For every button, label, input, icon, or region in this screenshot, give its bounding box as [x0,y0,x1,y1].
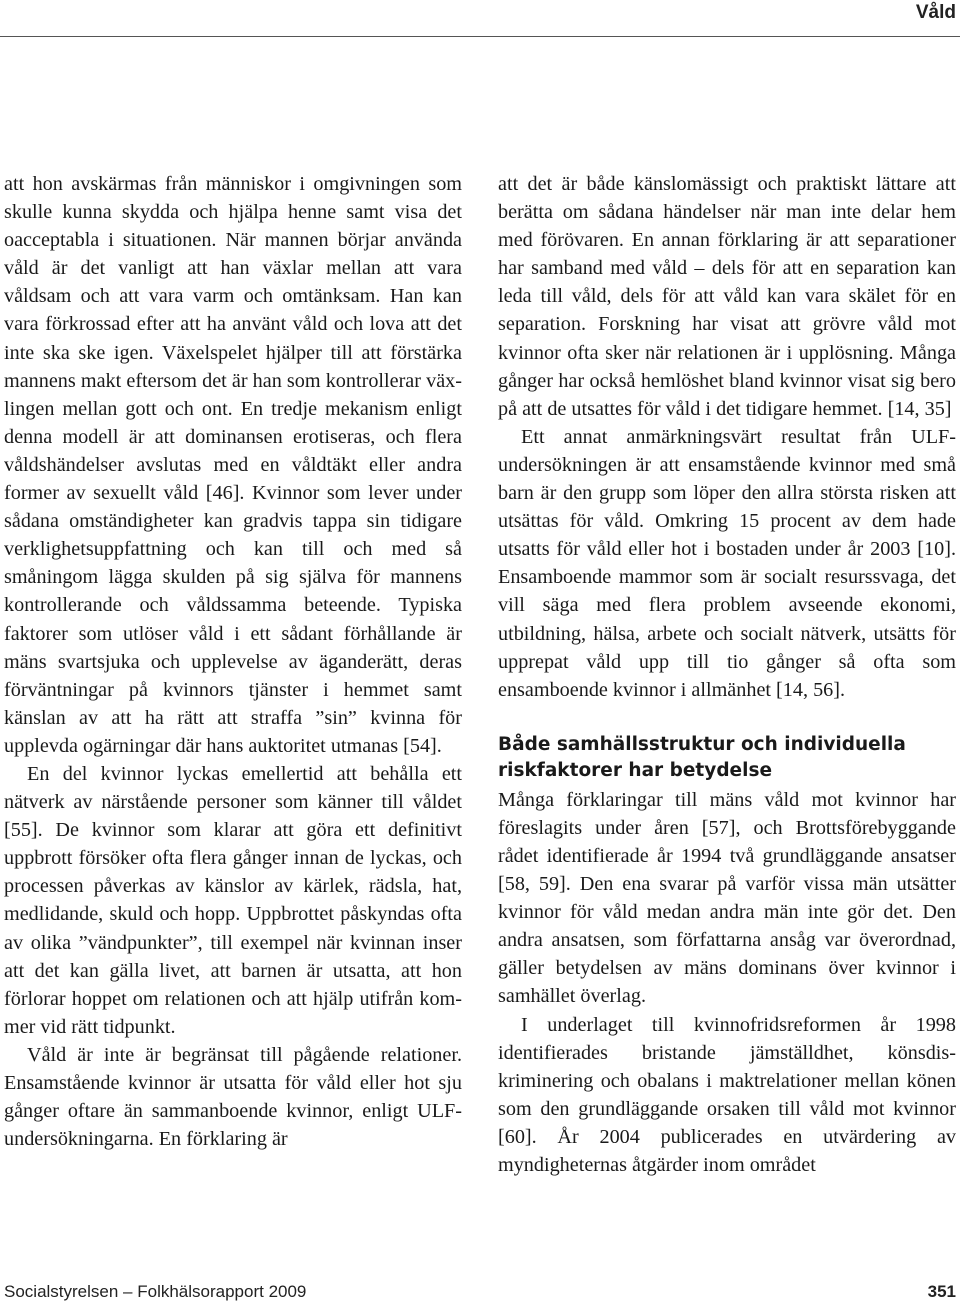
section-label: Våld [915,2,956,23]
section-heading: Både samhällsstruktur och individuella riskfaktorer har betydelse [498,733,906,781]
right-paragraph-4: I underlaget till kvinnofridsreformen år 1998 identifierades bristande jämställdhet, könsdiskriminering och obalans i maktrelationer mellan könen som den grundläggande orsaken till våld mot kvinnor [60]. År 2004 publicerades en utvärdering av myndigheternas åtgärder inom området [498,1013,956,1176]
page-number: 351 [927,1282,956,1301]
right-paragraph-3: Många förklaringar till mäns våld mot kvinnor har föreslagits under åren [57], och Brottsförebyggande rådet identifierade år 1994 två grundläggande ansatser [58, 59]. Den ena svarar på varför vissa män utsätter kvinnor för våld medan andra män inte gör det. Den andra ansatsen, som författarna ansåg var överordnad, gäller betydelsen av mäns dominans över kvinnor i samhället överlag. [498,788,956,1008]
right-column [498,170,956,1179]
right-paragraph-1: att det är både känslomässigt och praktiskt lättare att berätta om sådana händelser när man inte delar hem med förövaren. En annan förklaring är att separationer har samband med våld – dels för att en separation kan leda till våld, dels för att våld kan vara skälet för en separation. Forskning har visat att grövre våld mot kvinnor ofta sker när relationen är i upplösning. Många gånger har också hemlöshet bland kvinnor visat sig bero på att de utsattes för våld i det tidigare hemmet. [14, 35] [498,173,956,420]
header-rule [0,36,960,37]
left-column [4,170,462,1153]
publication-name: Socialstyrelsen – Folkhälsorapport 2009 [4,1282,307,1301]
left-paragraph-2: En del kvinnor lyckas emellertid att behålla ett nätverk av närstående personer som känner till våldet [55]. De kvinnor som klarar att göra ett definitivt uppbrott försöker ofta flera gånger innan de lyckas, och processen påverkas av känslor av kärlek, rädsla, hat, medlidande, skuld och hopp. Uppbrottet påskyndas ofta av olika ”vändpunkter”, till exempel när kvinnan inser att det kan gälla livet, att barnen är utsatta, att hon förlorar hoppet om relationen och att hjälp utifrån kommer vid rätt tidpunkt. [4,762,462,1038]
left-paragraph-3: Våld är inte är begränsat till pågående relationer. Ensamstående kvinnor är utsatta för våld eller hot sju gånger oftare än sammanboende kvinnor, enligt ULF-undersökningarna. En förklaring är [4,1043,462,1151]
right-paragraph-2: Ett annat anmärkningsvärt resultat från ULF-undersökningen är att ensamstående kvinnor med små barn är den grupp som löper den allra största risken att utsättas för våld. Omkring 15 procent av dem hade utsatts för våld eller hot i bostaden under år 2003 [10]. Ensamboende mammor som är socialt resurssvaga, det vill säga med flera problem avseende ekonomi, utbildning, hälsa, arbete och socialt nätverk, utsätts för upprepat våld upp till tio gånger så ofta som ensamboende kvinnor i allmänhet [14, 56]. [498,425,956,701]
left-paragraph-1: att hon avskärmas från människor i omgivningen som skulle kunna skydda och hjälpa henne samt visa det oacceptabla i situationen. När mannen börjar använda våld är det vanligt att han växlar mellan att vara våldsam och att vara varm och omtänksam. Han kan vara förkrossad efter att ha använt våld och lova att det inte ska ske igen. Växelspelet hjälper till att förstärka mannens makt eftersom det är han som kontrollerar växlingen mellan gott och ont. En tredje mekanism enligt denna modell är att dominansen erotiseras, och flera våldshändelser avslutas med en våldtäkt eller andra former av sexuellt våld [46]. Kvinnor som lever under sådana omständigheter kan gradvis tappa sin tidigare verklighetsuppfattning och kan till och med så småningom lägga skulden på sig själva för mannens kontrollerande och våldssamma beteende. Typiska faktorer som utlöser våld i ett sådant förhållande är mäns svartsjuka och upplevelse av äganderätt, deras förväntningar på kvinnors tjänster i hemmet samt känslan av att ha rätt att straffa ”sin” kvinna för upplevda ogärningar där hans auktoritet utmanas [54]. [4,173,462,757]
page-footer [4,1282,956,1304]
